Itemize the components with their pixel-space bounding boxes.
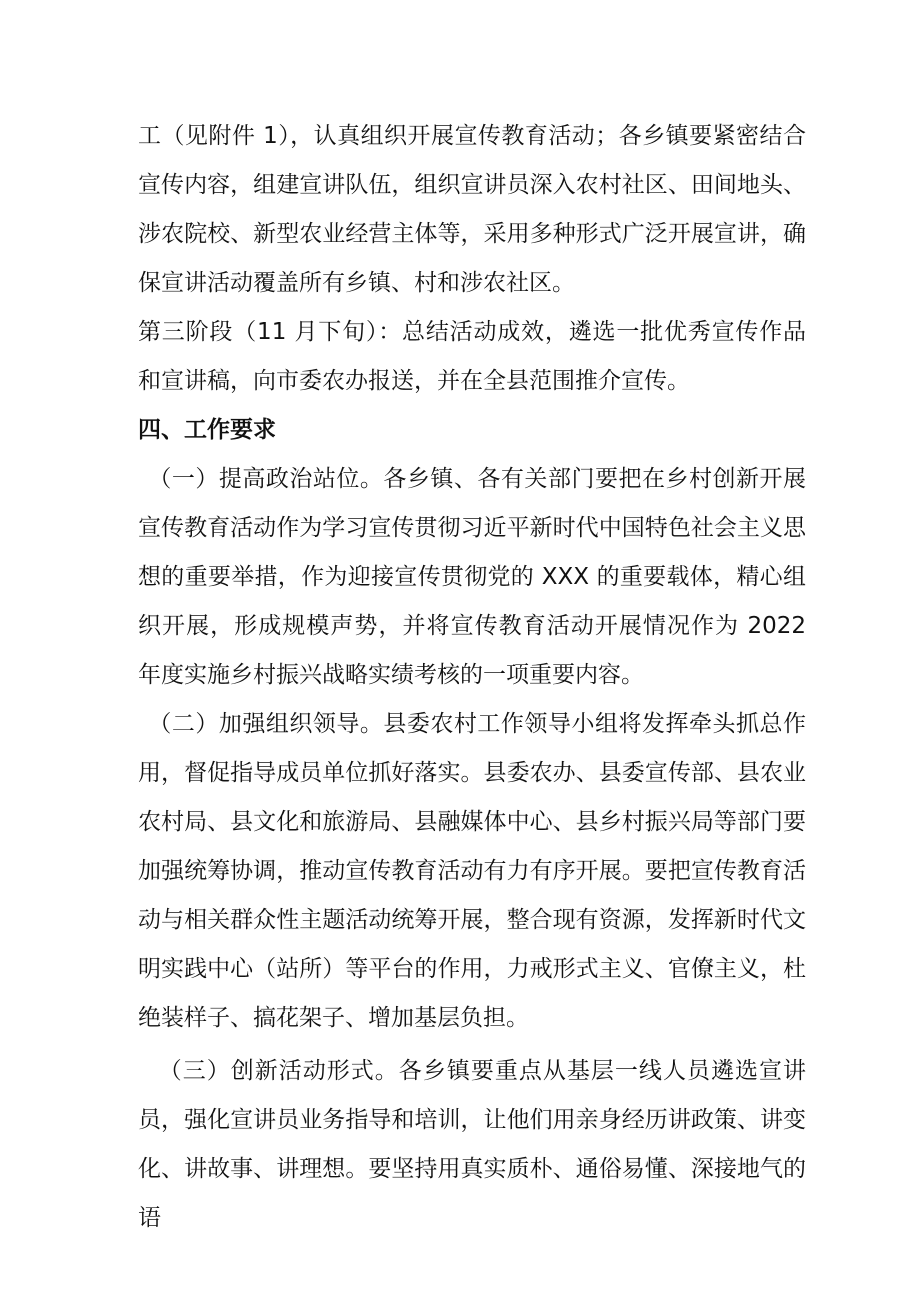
paragraph-requirement-two: （二）加强组织领导。县委农村工作领导小组将发挥牵头抓总作用，督促指导成员单位抓好落实。县委农办、县委宣传部、县农业农村局、县文化和旅游局、县融媒体中心、县乡村振兴局等部门要加强统筹协调，推动宣传教育活动有力有序开展。要把宣传教育活动与相关群众性主题活动统筹开展，整合现有资源，发挥新时代文明实践中心（站所）等平台的作用，力戒形式主义、官僚主义，杜绝装样子、搞花架子、增加基层负担。 [138,711,806,1031]
paragraph-requirement-one: （一）提高政治站位。各乡镇、各有关部门要把在乡村创新开展宣传教育活动作为学习宣传贯彻习近平新时代中国特色社会主义思想的重要举措，作为迎接宣传贯彻党的 XXX 的重要载体，精心组织开展，形成规模声势，并将宣传教育活动开展情况作为 2022 年度实施乡村振兴战略实绩考核的一项重要内容。 [138,466,806,688]
document-body [138,112,806,1243]
paragraph-phase-three: 第三阶段（11 月下旬）：总结活动成效，遴选一批优秀宣传作品和宣讲稿，向市委农办报送，并在全县范围推介宣传。 [138,319,806,394]
paragraph-requirement-three: （三）创新活动形式。各乡镇要重点从基层一线人员遴选宣讲员，强化宣讲员业务指导和培训，让他们用亲身经历讲政策、讲变化、讲故事、讲理想。要坚持用真实质朴、通俗易懂、深接地气的语 [138,1058,806,1231]
paragraph-publicity-activities: 工（见附件 1），认真组织开展宣传教育活动；各乡镇要紧密结合宣传内容，组建宣讲队伍，组织宣讲员深入农村社区、田间地头、涉农院校、新型农业经营主体等，采用多种形式广泛开展宣讲，确保宣讲活动覆盖所有乡镇、村和涉农社区。 [138,123,806,296]
section-heading-work-requirements: 四、工作要求 [138,417,276,443]
